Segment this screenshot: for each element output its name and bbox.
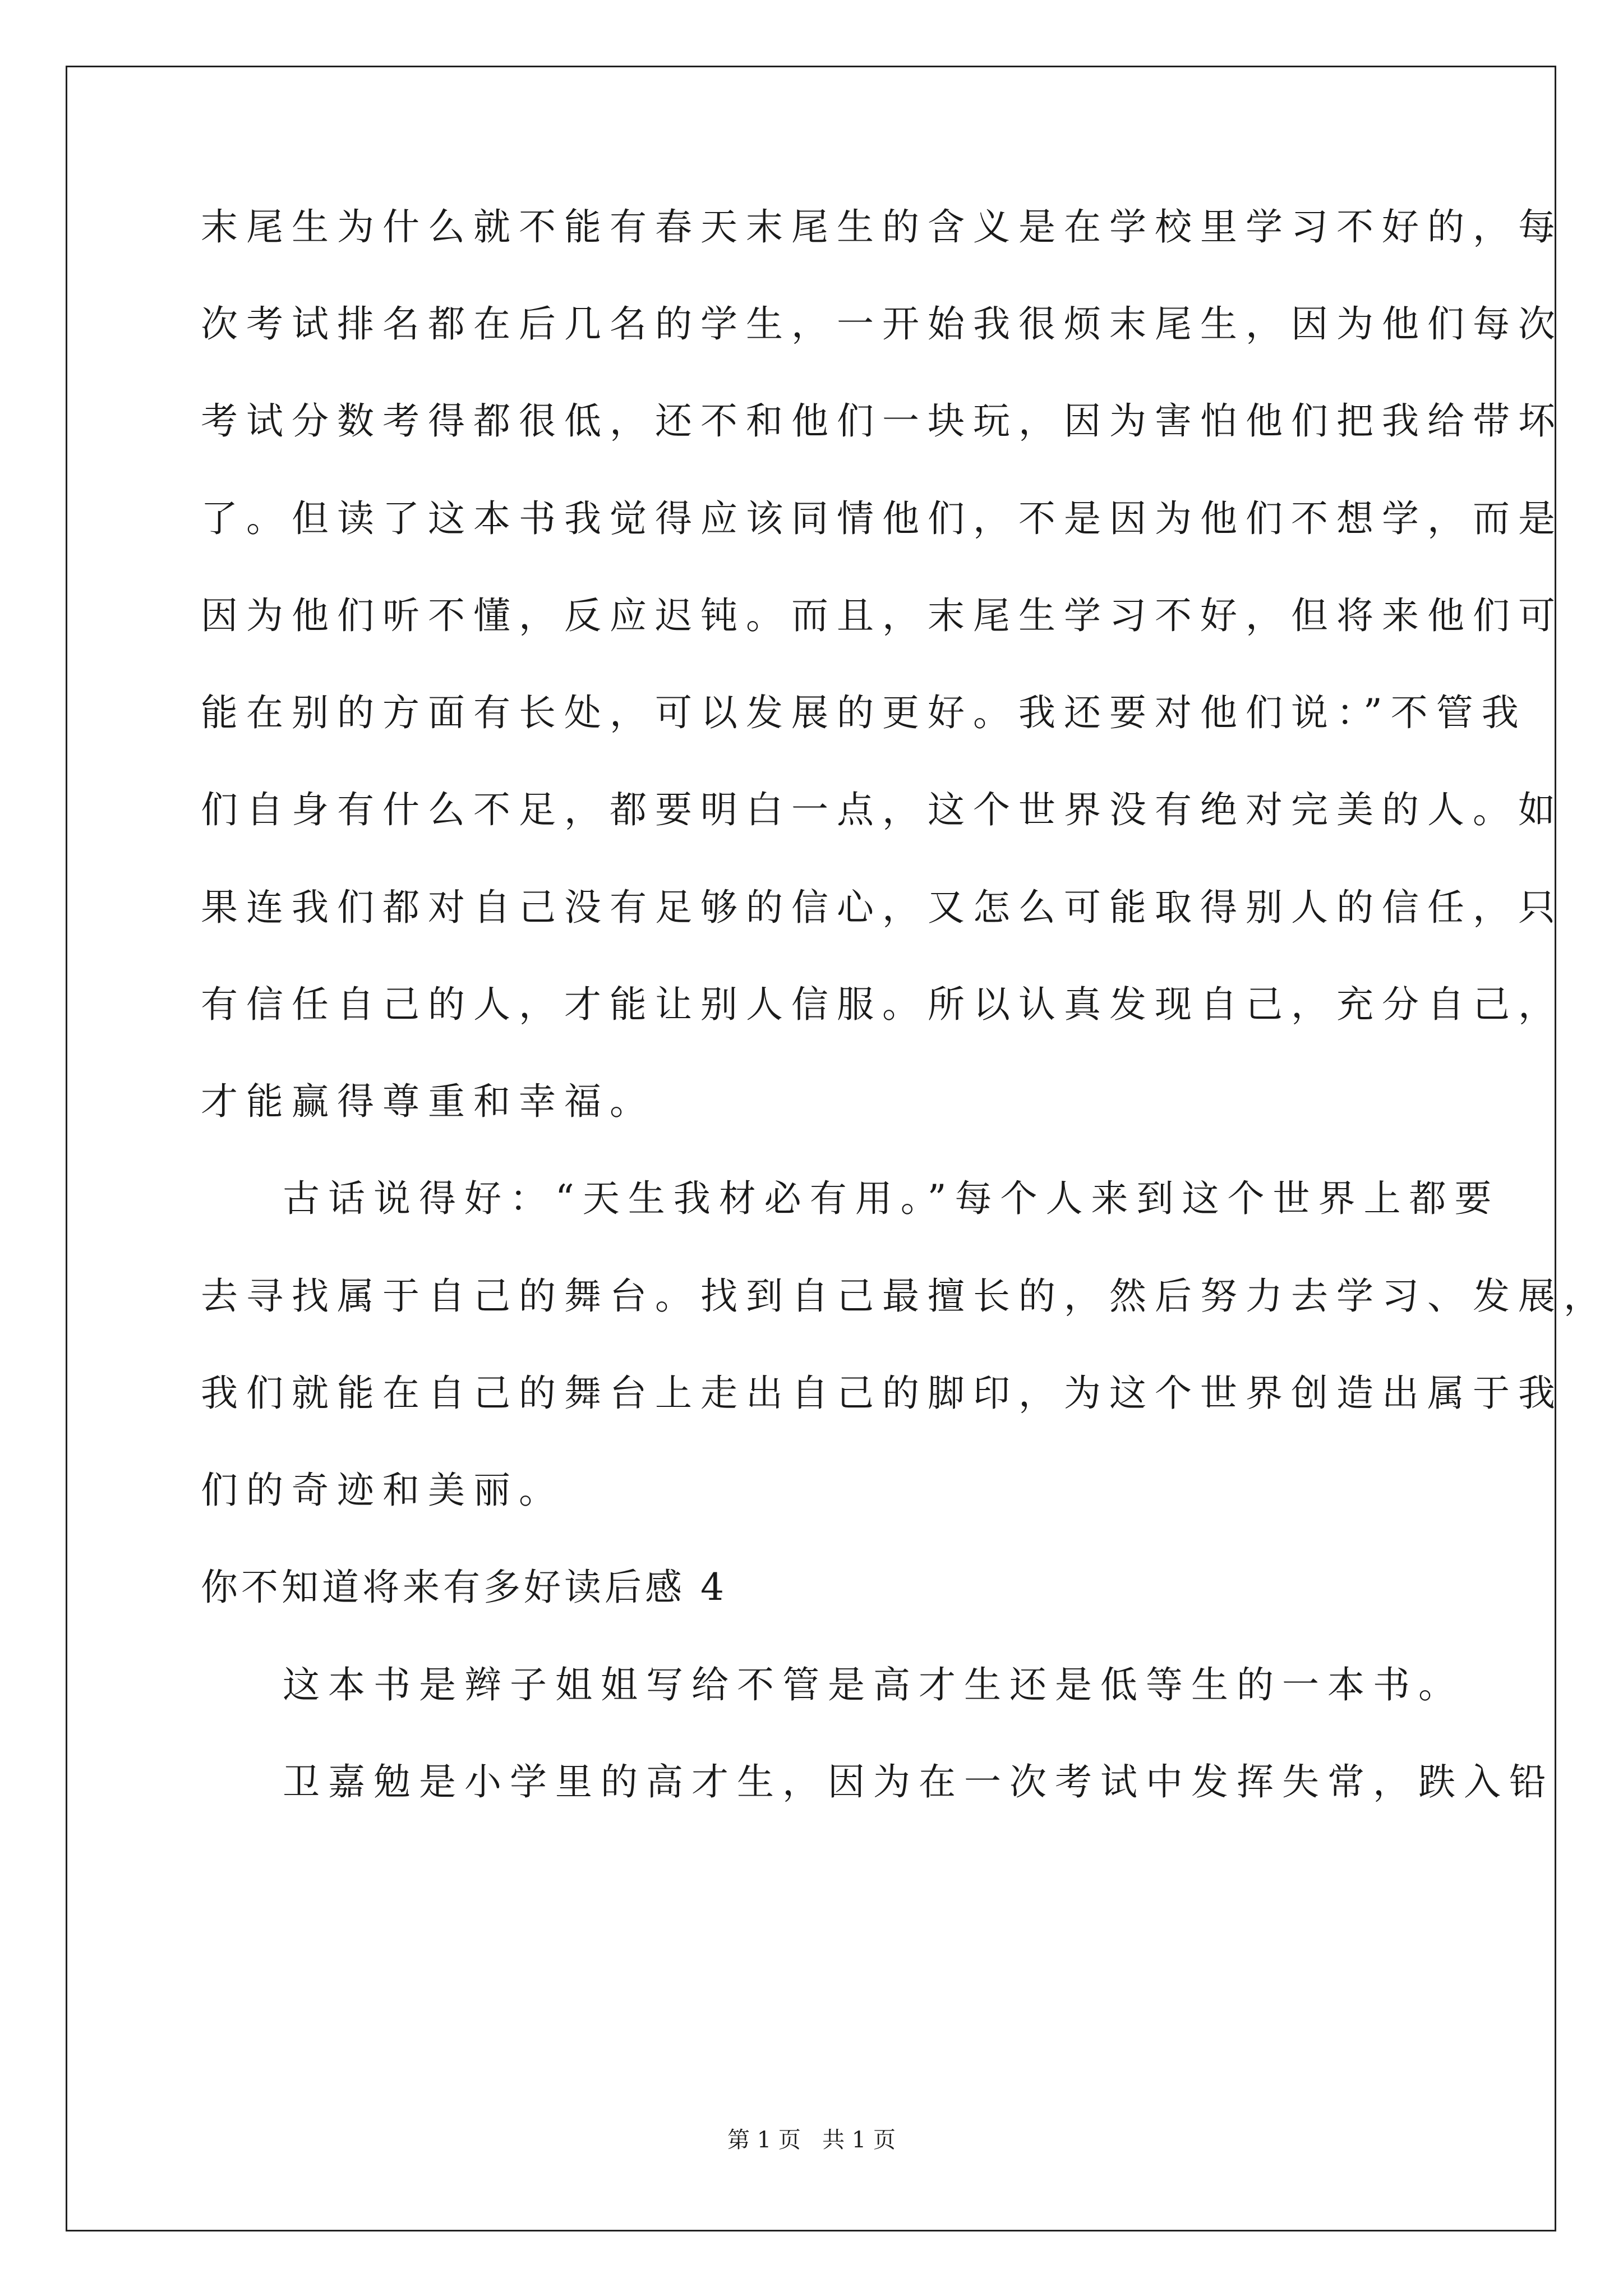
paragraph-line: 才能赢得尊重和幸福。 bbox=[201, 1080, 655, 1123]
paragraph-line: 有信任自己的人，才能让别人信服。所以认真发现自己，充分自己， bbox=[201, 983, 1564, 1026]
paragraph-line: 卫嘉勉是小学里的高才生，因为在一次考试中发挥失常，跌入铅 bbox=[283, 1760, 1555, 1803]
page-border bbox=[66, 66, 1556, 2231]
paragraph-line: 因为他们听不懂，反应迟钝。而且，末尾生学习不好，但将来他们可 bbox=[201, 594, 1564, 637]
paragraph-line: 这本书是辫子姐姐写给不管是高才生还是低等生的一本书。 bbox=[283, 1663, 1464, 1706]
page-footer: 第 1 页 共 1 页 bbox=[727, 2127, 896, 2153]
paragraph-line: 我们就能在自己的舞台上走出自己的脚印，为这个世界创造出属于我 bbox=[201, 1372, 1564, 1415]
paragraph-line: 们的奇迹和美丽。 bbox=[201, 1469, 564, 1512]
paragraph-line: 考试分数考得都很低，还不和他们一块玩，因为害怕他们把我给带坏 bbox=[201, 399, 1564, 443]
paragraph-line: 们自身有什么不足，都要明白一点，这个世界没有绝对完美的人。如 bbox=[201, 788, 1564, 831]
paragraph-line: 了。但读了这本书我觉得应该同情他们，不是因为他们不想学，而是 bbox=[201, 497, 1564, 540]
paragraph-line: 次考试排名都在后几名的学生，一开始我很烦末尾生，因为他们每次 bbox=[201, 302, 1564, 346]
section-title: 你不知道将来有多好读后感 4 bbox=[201, 1566, 727, 1609]
paragraph-line: 果连我们都对自己没有足够的信心，又怎么可能取得别人的信任，只 bbox=[201, 886, 1564, 929]
paragraph-line: 能在别的方面有长处，可以发展的更好。我还要对他们说：”不管我 bbox=[201, 691, 1527, 734]
paragraph-line: 古话说得好：“天生我材必有用。”每个人来到这个世界上都要 bbox=[283, 1177, 1500, 1220]
paragraph-line: 末尾生为什么就不能有春天末尾生的含义是在学校里学习不好的，每 bbox=[201, 205, 1564, 249]
paragraph-line: 去寻找属于自己的舞台。找到自己最擅长的，然后努力去学习、发展， bbox=[201, 1274, 1609, 1318]
